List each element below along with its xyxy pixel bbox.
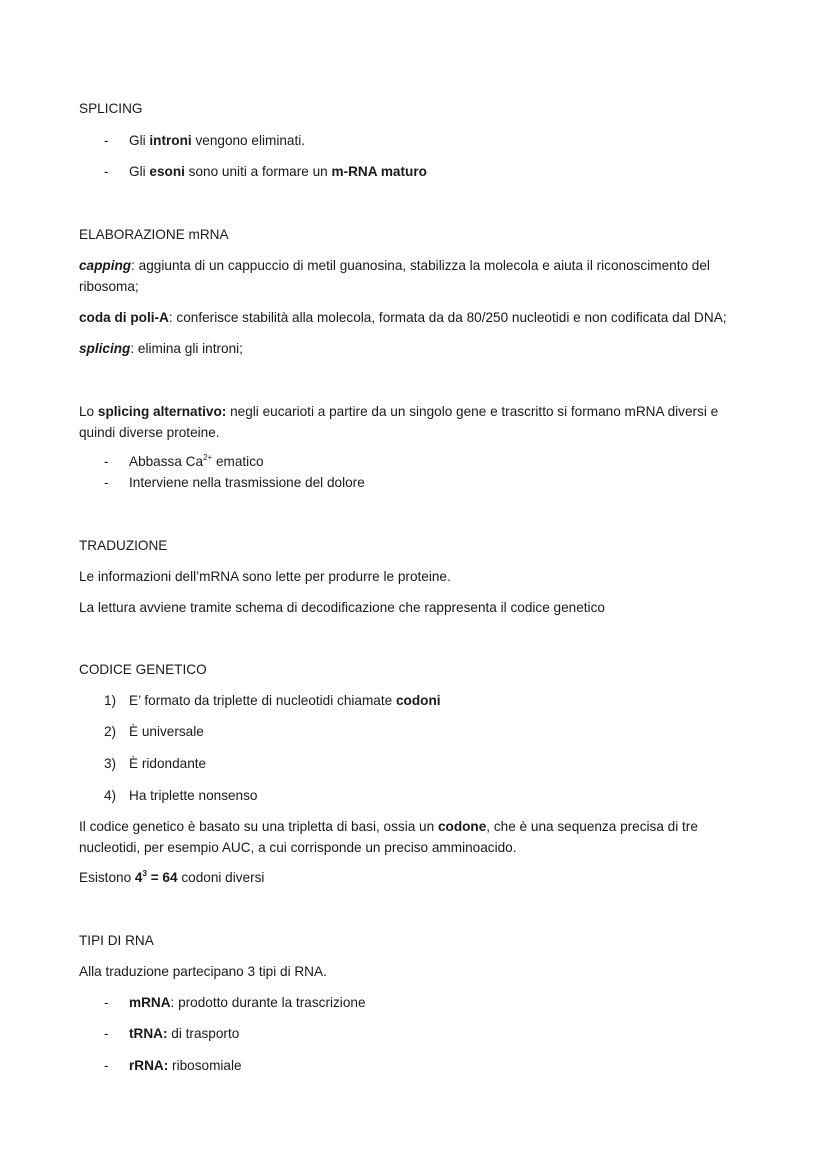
- list-item-text: Abbassa $Ca^{2+}$ ematico: [129, 453, 264, 469]
- list-item-text: È universale: [129, 724, 204, 739]
- heading-codice-genetico: CODICE GENETICO: [79, 662, 207, 677]
- list-item-text: E’ formato da triplette di nucleotidi chiamate codoni: [129, 693, 441, 708]
- paragraph-esistono: Esistono $4^3 = 64$ codoni diversi: [79, 869, 265, 885]
- paragraph-splicing-alternativo: Lo splicing alternativo: negli eucarioti a partire da un singolo gene e trascritto si formano mRNA diversi e quindi diverse proteine.: [79, 404, 719, 440]
- bullet-mark: -: [104, 133, 109, 148]
- list-item-text: mRNA: prodotto durante la trascrizione: [129, 995, 366, 1010]
- list-item-text: rRNA: ribosomiale: [129, 1058, 242, 1073]
- list-item-text: Ha triplette nonsenso: [129, 788, 258, 803]
- heading-traduzione: TRADUZIONE: [79, 538, 168, 553]
- bullet-mark: -: [104, 454, 109, 469]
- list-item-text: Gli esoni sono uniti a formare un m-RNA maturo: [129, 164, 427, 179]
- paragraph-capping: capping: aggiunta di un cappuccio di metil guanosina, stabilizza la molecola e aiuta il riconoscimento del ribosoma;: [79, 258, 710, 294]
- list-item-text: tRNA: di trasporto: [129, 1026, 240, 1041]
- list-number: 3): [104, 756, 117, 771]
- heading-elaborazione: ELABORAZIONE mRNA: [79, 227, 229, 242]
- bullet-mark: -: [104, 164, 109, 179]
- list-number: 4): [104, 788, 117, 803]
- list-item-text: È ridondante: [129, 756, 207, 771]
- list-item-text: Gli introni vengono eliminati.: [129, 133, 306, 148]
- list-number: 1): [104, 693, 117, 708]
- list-item-text: Interviene nella trasmissione del dolore: [129, 475, 365, 490]
- paragraph-splicing: splicing: elimina gli introni;: [79, 341, 243, 356]
- paragraph: La lettura avviene tramite schema di decodificazione che rappresenta il codice genetico: [79, 600, 605, 615]
- bullet-mark: -: [104, 475, 109, 490]
- paragraph-coda: coda di poli-A: conferisce stabilità alla molecola, formata da da 80/250 nucleotidi e non codificata dal DNA;: [79, 310, 727, 325]
- paragraph: Le informazioni dell’mRNA sono lette per produrre le proteine.: [79, 569, 451, 584]
- paragraph: Alla traduzione partecipano 3 tipi di RNA.: [79, 964, 327, 979]
- paragraph-codice: Il codice genetico è basato su una tripletta di basi, ossia un codone, che è una sequenza precisa di tre nucleotidi, per esempio AUC, a cui corrisponde un preciso amminoacido.: [79, 819, 698, 855]
- list-number: 2): [104, 724, 117, 739]
- bullet-mark: -: [104, 995, 109, 1010]
- heading-tipi-rna: TIPI DI RNA: [79, 933, 154, 948]
- bullet-mark: -: [104, 1058, 109, 1073]
- bullet-mark: -: [104, 1026, 109, 1041]
- heading-splicing: SPLICING: [79, 101, 143, 116]
